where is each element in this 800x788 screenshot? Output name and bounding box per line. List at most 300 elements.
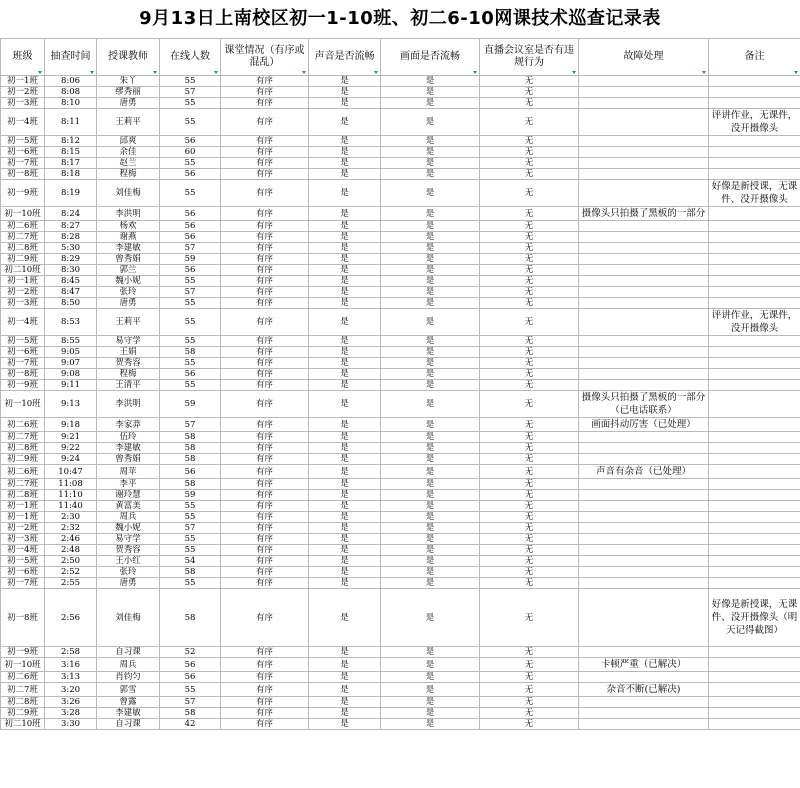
cell-order[interactable]: 有序 [221,589,309,647]
cell-remark[interactable] [709,87,800,98]
cell-violation[interactable]: 无 [480,697,579,708]
cell-order[interactable]: 有序 [221,254,309,265]
cell-online[interactable]: 55 [160,545,221,556]
cell-class[interactable]: 初一5班 [1,136,45,147]
cell-audio[interactable]: 是 [309,147,381,158]
cell-audio[interactable]: 是 [309,207,381,221]
cell-audio[interactable]: 是 [309,589,381,647]
cell-time[interactable]: 11:10 [45,490,97,501]
cell-video[interactable]: 是 [381,347,480,358]
cell-time[interactable]: 8:30 [45,265,97,276]
cell-audio[interactable]: 是 [309,298,381,309]
cell-class[interactable]: 初二10班 [1,265,45,276]
cell-online[interactable]: 55 [160,276,221,287]
cell-class[interactable]: 初一9班 [1,380,45,391]
cell-online[interactable]: 56 [160,672,221,683]
cell-fault[interactable] [579,265,709,276]
cell-remark[interactable]: 评讲作业，无课件，没开摄像头 [709,309,800,336]
cell-time[interactable]: 8:47 [45,287,97,298]
cell-order[interactable]: 有序 [221,232,309,243]
cell-order[interactable]: 有序 [221,443,309,454]
cell-fault[interactable] [579,589,709,647]
cell-online[interactable]: 42 [160,719,221,730]
cell-violation[interactable]: 无 [480,465,579,479]
cell-class[interactable]: 初一5班 [1,336,45,347]
cell-violation[interactable]: 无 [480,76,579,87]
cell-time[interactable]: 3:28 [45,708,97,719]
cell-fault[interactable]: 杂音不断(已解决) [579,683,709,697]
cell-violation[interactable]: 无 [480,578,579,589]
cell-class[interactable]: 初一4班 [1,309,45,336]
cell-class[interactable]: 初一7班 [1,158,45,169]
cell-time[interactable]: 3:16 [45,658,97,672]
cell-order[interactable]: 有序 [221,578,309,589]
cell-video[interactable]: 是 [381,391,480,418]
cell-teacher[interactable]: 唐勇 [97,98,160,109]
cell-audio[interactable]: 是 [309,380,381,391]
cell-order[interactable]: 有序 [221,658,309,672]
cell-time[interactable]: 2:30 [45,512,97,523]
cell-fault[interactable] [579,545,709,556]
cell-audio[interactable]: 是 [309,221,381,232]
cell-class[interactable]: 初二8班 [1,243,45,254]
cell-violation[interactable]: 无 [480,276,579,287]
cell-audio[interactable]: 是 [309,501,381,512]
cell-violation[interactable]: 无 [480,567,579,578]
cell-order[interactable]: 有序 [221,523,309,534]
filter-dropdown-icon[interactable] [572,71,576,74]
cell-audio[interactable]: 是 [309,243,381,254]
cell-violation[interactable]: 无 [480,158,579,169]
cell-violation[interactable]: 无 [480,443,579,454]
cell-video[interactable]: 是 [381,683,480,697]
cell-time[interactable]: 3:20 [45,683,97,697]
cell-audio[interactable]: 是 [309,287,381,298]
cell-teacher[interactable]: 张玲 [97,287,160,298]
cell-audio[interactable]: 是 [309,232,381,243]
cell-remark[interactable] [709,490,800,501]
cell-violation[interactable]: 无 [480,169,579,180]
cell-violation[interactable]: 无 [480,490,579,501]
cell-remark[interactable] [709,380,800,391]
cell-order[interactable]: 有序 [221,207,309,221]
cell-violation[interactable]: 无 [480,391,579,418]
cell-remark[interactable] [709,443,800,454]
cell-fault[interactable] [579,158,709,169]
cell-video[interactable]: 是 [381,369,480,380]
cell-teacher[interactable]: 邱爽 [97,136,160,147]
cell-class[interactable]: 初二6班 [1,418,45,432]
cell-time[interactable]: 8:17 [45,158,97,169]
cell-time[interactable]: 8:11 [45,109,97,136]
cell-audio[interactable]: 是 [309,465,381,479]
cell-class[interactable]: 初一10班 [1,391,45,418]
cell-class[interactable]: 初一3班 [1,98,45,109]
cell-fault[interactable] [579,243,709,254]
cell-class[interactable]: 初一6班 [1,147,45,158]
cell-teacher[interactable]: 唐勇 [97,578,160,589]
cell-class[interactable]: 初二7班 [1,232,45,243]
cell-online[interactable]: 55 [160,109,221,136]
cell-video[interactable]: 是 [381,697,480,708]
cell-violation[interactable]: 无 [480,109,579,136]
cell-teacher[interactable]: 周兵 [97,658,160,672]
cell-video[interactable]: 是 [381,76,480,87]
cell-order[interactable]: 有序 [221,454,309,465]
cell-video[interactable]: 是 [381,567,480,578]
cell-teacher[interactable]: 赵兰 [97,158,160,169]
cell-time[interactable]: 9:11 [45,380,97,391]
cell-remark[interactable] [709,512,800,523]
cell-remark[interactable] [709,358,800,369]
cell-violation[interactable]: 无 [480,369,579,380]
cell-time[interactable]: 9:24 [45,454,97,465]
cell-remark[interactable] [709,254,800,265]
cell-teacher[interactable]: 余佳 [97,147,160,158]
cell-video[interactable]: 是 [381,276,480,287]
cell-fault[interactable] [579,697,709,708]
cell-violation[interactable]: 无 [480,180,579,207]
cell-teacher[interactable]: 刘佳梅 [97,589,160,647]
cell-teacher[interactable]: 李洪明 [97,207,160,221]
cell-video[interactable]: 是 [381,109,480,136]
col-header-class[interactable]: 班级 [1,39,45,76]
cell-class[interactable]: 初一4班 [1,545,45,556]
cell-remark[interactable] [709,658,800,672]
cell-order[interactable]: 有序 [221,567,309,578]
cell-fault[interactable] [579,432,709,443]
cell-fault[interactable] [579,180,709,207]
cell-order[interactable]: 有序 [221,647,309,658]
cell-fault[interactable] [579,336,709,347]
col-header-online[interactable]: 在线人数 [160,39,221,76]
cell-video[interactable]: 是 [381,243,480,254]
cell-order[interactable]: 有序 [221,265,309,276]
cell-online[interactable]: 56 [160,221,221,232]
col-header-video[interactable]: 画面是否流畅 [381,39,480,76]
cell-order[interactable]: 有序 [221,556,309,567]
cell-teacher[interactable]: 谢燕 [97,232,160,243]
cell-time[interactable]: 2:32 [45,523,97,534]
cell-teacher[interactable]: 黄富美 [97,501,160,512]
cell-class[interactable]: 初一4班 [1,109,45,136]
cell-video[interactable]: 是 [381,647,480,658]
cell-video[interactable]: 是 [381,254,480,265]
cell-violation[interactable]: 无 [480,501,579,512]
cell-time[interactable]: 9:22 [45,443,97,454]
cell-online[interactable]: 55 [160,298,221,309]
cell-online[interactable]: 58 [160,567,221,578]
filter-dropdown-icon[interactable] [38,71,42,74]
cell-video[interactable]: 是 [381,287,480,298]
cell-teacher[interactable]: 郭雪 [97,683,160,697]
cell-audio[interactable]: 是 [309,512,381,523]
cell-fault[interactable] [579,358,709,369]
cell-class[interactable]: 初一6班 [1,567,45,578]
cell-remark[interactable] [709,578,800,589]
cell-video[interactable]: 是 [381,719,480,730]
cell-remark[interactable]: 好像是新授课，无课件、没开摄像头（明天记得截图） [709,589,800,647]
cell-online[interactable]: 55 [160,380,221,391]
cell-video[interactable]: 是 [381,309,480,336]
cell-audio[interactable]: 是 [309,169,381,180]
cell-class[interactable]: 初一10班 [1,207,45,221]
filter-dropdown-icon[interactable] [473,71,477,74]
filter-dropdown-icon[interactable] [794,71,798,74]
cell-online[interactable]: 52 [160,647,221,658]
cell-violation[interactable]: 无 [480,683,579,697]
cell-audio[interactable]: 是 [309,672,381,683]
cell-remark[interactable] [709,265,800,276]
cell-audio[interactable]: 是 [309,358,381,369]
cell-teacher[interactable]: 周苹 [97,465,160,479]
cell-teacher[interactable]: 程梅 [97,169,160,180]
cell-time[interactable]: 3:30 [45,719,97,730]
cell-video[interactable]: 是 [381,136,480,147]
cell-class[interactable]: 初二9班 [1,454,45,465]
cell-class[interactable]: 初二6班 [1,672,45,683]
cell-remark[interactable] [709,647,800,658]
cell-teacher[interactable]: 李洪明 [97,391,160,418]
cell-fault[interactable] [579,567,709,578]
cell-class[interactable]: 初一1班 [1,512,45,523]
cell-online[interactable]: 56 [160,169,221,180]
cell-online[interactable]: 55 [160,501,221,512]
cell-audio[interactable]: 是 [309,479,381,490]
cell-order[interactable]: 有序 [221,109,309,136]
cell-online[interactable]: 55 [160,158,221,169]
cell-audio[interactable]: 是 [309,454,381,465]
cell-audio[interactable]: 是 [309,545,381,556]
cell-video[interactable]: 是 [381,358,480,369]
filter-dropdown-icon[interactable] [153,71,157,74]
cell-video[interactable]: 是 [381,336,480,347]
cell-remark[interactable] [709,98,800,109]
cell-class[interactable]: 初二8班 [1,443,45,454]
filter-dropdown-icon[interactable] [374,71,378,74]
cell-online[interactable]: 56 [160,136,221,147]
cell-violation[interactable]: 无 [480,336,579,347]
cell-remark[interactable] [709,336,800,347]
cell-video[interactable]: 是 [381,87,480,98]
cell-audio[interactable]: 是 [309,391,381,418]
cell-audio[interactable]: 是 [309,443,381,454]
cell-online[interactable]: 57 [160,697,221,708]
cell-order[interactable]: 有序 [221,708,309,719]
cell-online[interactable]: 57 [160,418,221,432]
cell-class[interactable]: 初一9班 [1,180,45,207]
cell-violation[interactable]: 无 [480,454,579,465]
cell-teacher[interactable]: 李平 [97,479,160,490]
cell-teacher[interactable]: 曾秀娟 [97,254,160,265]
cell-time[interactable]: 8:45 [45,276,97,287]
cell-teacher[interactable]: 李建敏 [97,243,160,254]
cell-remark[interactable] [709,147,800,158]
cell-remark[interactable] [709,76,800,87]
cell-violation[interactable]: 无 [480,358,579,369]
cell-time[interactable]: 9:21 [45,432,97,443]
cell-order[interactable]: 有序 [221,243,309,254]
cell-class[interactable]: 初二6班 [1,465,45,479]
cell-time[interactable]: 9:08 [45,369,97,380]
cell-audio[interactable]: 是 [309,254,381,265]
cell-online[interactable]: 57 [160,523,221,534]
cell-fault[interactable] [579,309,709,336]
cell-time[interactable]: 8:18 [45,169,97,180]
cell-violation[interactable]: 无 [480,232,579,243]
cell-video[interactable]: 是 [381,708,480,719]
cell-class[interactable]: 初一7班 [1,358,45,369]
cell-online[interactable]: 58 [160,347,221,358]
cell-online[interactable]: 55 [160,180,221,207]
cell-teacher[interactable]: 王小红 [97,556,160,567]
cell-online[interactable]: 55 [160,336,221,347]
cell-remark[interactable] [709,221,800,232]
cell-violation[interactable]: 无 [480,265,579,276]
cell-remark[interactable]: 好像是新授课，无课件、没开摄像头 [709,180,800,207]
cell-online[interactable]: 56 [160,369,221,380]
cell-fault[interactable] [579,76,709,87]
cell-class[interactable]: 初二10班 [1,719,45,730]
cell-order[interactable]: 有序 [221,347,309,358]
cell-remark[interactable] [709,232,800,243]
cell-video[interactable]: 是 [381,221,480,232]
cell-class[interactable]: 初一8班 [1,589,45,647]
cell-online[interactable]: 55 [160,309,221,336]
cell-audio[interactable]: 是 [309,523,381,534]
cell-audio[interactable]: 是 [309,708,381,719]
cell-time[interactable]: 2:56 [45,589,97,647]
cell-audio[interactable]: 是 [309,432,381,443]
cell-fault[interactable]: 声音有杂音（已处理） [579,465,709,479]
cell-order[interactable]: 有序 [221,298,309,309]
cell-fault[interactable]: 摄像头只拍摄了黑板的一部分 [579,207,709,221]
cell-video[interactable]: 是 [381,418,480,432]
cell-teacher[interactable]: 曾秀娟 [97,454,160,465]
cell-remark[interactable] [709,697,800,708]
cell-violation[interactable]: 无 [480,545,579,556]
cell-remark[interactable] [709,169,800,180]
cell-remark[interactable] [709,207,800,221]
cell-order[interactable]: 有序 [221,501,309,512]
cell-order[interactable]: 有序 [221,719,309,730]
cell-remark[interactable] [709,287,800,298]
cell-teacher[interactable]: 魏小妮 [97,276,160,287]
cell-online[interactable]: 57 [160,287,221,298]
cell-fault[interactable] [579,454,709,465]
cell-fault[interactable] [579,287,709,298]
cell-online[interactable]: 60 [160,147,221,158]
col-header-fault[interactable]: 故障处理 [579,39,709,76]
cell-online[interactable]: 55 [160,512,221,523]
cell-remark[interactable] [709,672,800,683]
cell-fault[interactable] [579,672,709,683]
cell-teacher[interactable]: 李建敏 [97,443,160,454]
cell-audio[interactable]: 是 [309,369,381,380]
cell-time[interactable]: 8:12 [45,136,97,147]
cell-online[interactable]: 58 [160,589,221,647]
cell-online[interactable]: 55 [160,76,221,87]
cell-order[interactable]: 有序 [221,180,309,207]
cell-fault[interactable] [579,556,709,567]
filter-dropdown-icon[interactable] [302,71,306,74]
cell-class[interactable]: 初二7班 [1,432,45,443]
cell-time[interactable]: 2:50 [45,556,97,567]
cell-video[interactable]: 是 [381,512,480,523]
cell-class[interactable]: 初一8班 [1,369,45,380]
cell-violation[interactable]: 无 [480,432,579,443]
cell-fault[interactable] [579,647,709,658]
cell-remark[interactable] [709,454,800,465]
cell-remark[interactable] [709,479,800,490]
cell-order[interactable]: 有序 [221,276,309,287]
cell-fault[interactable] [579,708,709,719]
cell-audio[interactable]: 是 [309,265,381,276]
cell-order[interactable]: 有序 [221,418,309,432]
cell-time[interactable]: 8:06 [45,76,97,87]
cell-class[interactable]: 初一10班 [1,658,45,672]
cell-online[interactable]: 56 [160,265,221,276]
cell-teacher[interactable]: 王莉平 [97,109,160,136]
cell-online[interactable]: 56 [160,207,221,221]
cell-audio[interactable]: 是 [309,697,381,708]
col-header-time[interactable]: 抽查时间 [45,39,97,76]
cell-audio[interactable]: 是 [309,336,381,347]
cell-video[interactable]: 是 [381,180,480,207]
cell-video[interactable]: 是 [381,545,480,556]
cell-audio[interactable]: 是 [309,683,381,697]
cell-remark[interactable] [709,465,800,479]
col-header-audio[interactable]: 声音是否流畅 [309,39,381,76]
cell-video[interactable]: 是 [381,432,480,443]
cell-teacher[interactable]: 郭兰 [97,265,160,276]
cell-online[interactable]: 58 [160,708,221,719]
cell-fault[interactable] [579,347,709,358]
cell-teacher[interactable]: 肖钧匀 [97,672,160,683]
cell-order[interactable]: 有序 [221,432,309,443]
cell-fault[interactable] [579,276,709,287]
cell-time[interactable]: 11:08 [45,479,97,490]
cell-order[interactable]: 有序 [221,76,309,87]
cell-class[interactable]: 初一2班 [1,287,45,298]
cell-time[interactable]: 9:18 [45,418,97,432]
cell-online[interactable]: 58 [160,479,221,490]
cell-time[interactable]: 2:52 [45,567,97,578]
filter-dropdown-icon[interactable] [90,71,94,74]
cell-order[interactable]: 有序 [221,697,309,708]
cell-class[interactable]: 初二7班 [1,683,45,697]
col-header-violation[interactable]: 直播会议室是否有违规行为 [480,39,579,76]
cell-violation[interactable]: 无 [480,380,579,391]
cell-online[interactable]: 55 [160,98,221,109]
cell-teacher[interactable]: 自习课 [97,647,160,658]
cell-class[interactable]: 初二8班 [1,490,45,501]
cell-violation[interactable]: 无 [480,479,579,490]
cell-online[interactable]: 55 [160,358,221,369]
cell-violation[interactable]: 无 [480,556,579,567]
cell-time[interactable]: 9:13 [45,391,97,418]
cell-online[interactable]: 56 [160,232,221,243]
cell-online[interactable]: 58 [160,432,221,443]
cell-fault[interactable] [579,523,709,534]
cell-video[interactable]: 是 [381,479,480,490]
cell-class[interactable]: 初一5班 [1,556,45,567]
cell-violation[interactable]: 无 [480,147,579,158]
cell-remark[interactable] [709,556,800,567]
cell-fault[interactable] [579,501,709,512]
cell-fault[interactable] [579,87,709,98]
cell-video[interactable]: 是 [381,465,480,479]
